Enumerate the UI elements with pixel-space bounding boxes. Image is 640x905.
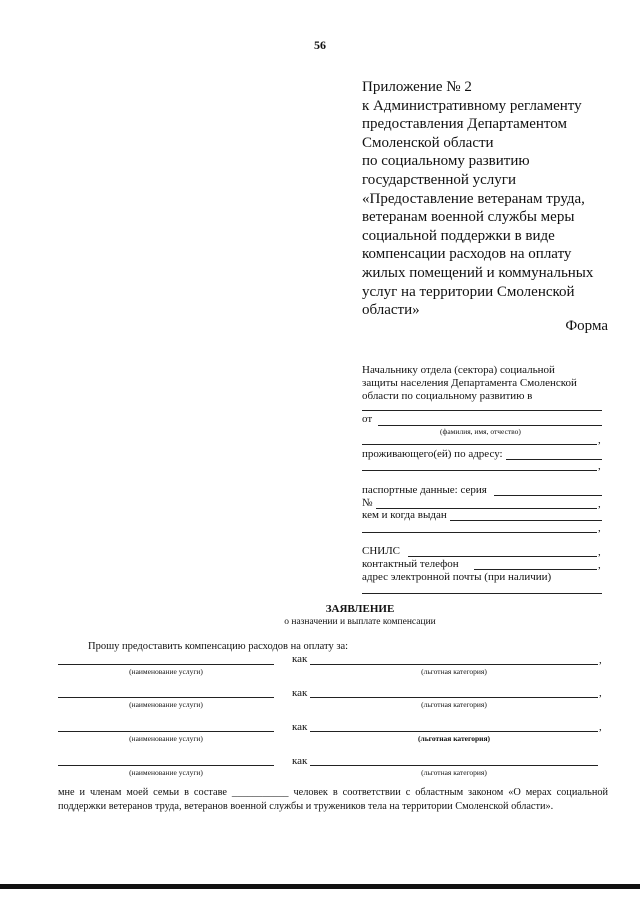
appendix-line: компенсации расходов на оплату	[362, 246, 572, 263]
appendix-line: по социальному развитию	[362, 153, 530, 170]
category-field[interactable]	[310, 731, 598, 732]
comma: ,	[599, 687, 602, 699]
snils-field[interactable]	[408, 556, 597, 557]
appendix-line: ветеранам военной службы меры	[362, 209, 575, 226]
service-caption: (наименование услуги)	[129, 667, 203, 676]
appendix-heading	[362, 78, 593, 320]
comma: ,	[599, 654, 602, 666]
address-field-continued[interactable]	[362, 470, 597, 471]
service-field[interactable]	[58, 664, 274, 665]
email-label: адрес электронной почты (при наличии)	[362, 571, 552, 583]
department-field[interactable]	[362, 410, 602, 411]
category-field[interactable]	[310, 664, 598, 665]
bottom-rule	[0, 884, 640, 889]
appendix-line: государственной услуги	[362, 171, 516, 188]
category-field[interactable]	[310, 697, 598, 698]
appendix-line: области»	[362, 302, 420, 319]
phone-label: контактный телефон	[362, 558, 459, 570]
fio-caption: (фамилия, имя, отчество)	[440, 427, 521, 436]
form-label: Форма	[565, 318, 608, 334]
issued-field[interactable]	[450, 520, 602, 521]
passport-series-field[interactable]	[494, 495, 602, 496]
address-field[interactable]	[506, 459, 602, 460]
passport-label: паспортные данные: серия	[362, 484, 487, 496]
service-caption: (наименование услуги)	[129, 768, 203, 777]
from-label: от	[362, 413, 373, 425]
body-text: мне и членам моей семьи в составе ___________ человек в соответствии с областным законом «О мерах социальной поддержки ветеранов труда, ветеранов военной службы и тружеников тела на территории Смоленской области».	[58, 787, 608, 812]
category-caption: (льготная категория)	[421, 768, 487, 777]
passport-number-label: №	[362, 497, 373, 509]
comma: ,	[598, 498, 601, 510]
comma: ,	[599, 721, 602, 733]
addressee-line: Начальнику отдела (сектора) социальной	[362, 364, 555, 376]
as-label: как	[292, 721, 308, 733]
as-label: как	[292, 687, 308, 699]
comma: ,	[598, 559, 601, 571]
comma: ,	[598, 460, 601, 472]
snils-label: СНИЛС	[362, 545, 401, 557]
phone-field[interactable]	[474, 569, 597, 570]
as-label: как	[292, 653, 308, 665]
appendix-line: социальной поддержки в виде	[362, 227, 555, 244]
as-label: как	[292, 755, 308, 767]
category-caption: (льготная категория)	[421, 700, 487, 709]
service-field[interactable]	[58, 731, 274, 732]
appendix-line: жилых помещений и коммунальных	[362, 264, 594, 281]
residence-label: проживающего(ей) по адресу:	[362, 448, 503, 460]
email-field[interactable]	[362, 593, 602, 594]
request-text: Прошу предоставить компенсацию расходов на оплату за:	[88, 641, 349, 652]
page-number: 56	[314, 38, 326, 52]
category-caption: (льготная категория)	[421, 667, 487, 676]
appendix-line: услуг на территории Смоленской	[362, 283, 575, 300]
comma: ,	[598, 522, 601, 534]
issued-field-continued[interactable]	[362, 532, 597, 533]
comma: ,	[598, 546, 601, 558]
appendix-line: Смоленской области	[362, 134, 494, 151]
fio-field-continued[interactable]	[362, 444, 597, 445]
category-field[interactable]	[310, 765, 598, 766]
service-field[interactable]	[58, 765, 274, 766]
service-field[interactable]	[58, 697, 274, 698]
category-caption: (льготная категория)	[417, 734, 491, 743]
appendix-line: предоставления Департаментом	[362, 116, 567, 133]
appendix-line: к Административному регламенту	[362, 97, 582, 114]
document-subtitle: о назначении и выплате компенсации	[284, 617, 436, 627]
appendix-line: «Предоставление ветеранам труда,	[362, 190, 585, 207]
service-caption: (наименование услуги)	[129, 700, 203, 709]
document-title: ЗАЯВЛЕНИЕ	[325, 603, 395, 615]
appendix-line: Приложение № 2	[362, 79, 472, 95]
addressee-line: области по социальному развитию в	[362, 390, 533, 402]
addressee-line: защиты населения Департамента Смоленской	[362, 377, 577, 389]
service-caption: (наименование услуги)	[129, 734, 203, 743]
fio-field[interactable]	[378, 425, 602, 426]
issued-label: кем и когда выдан	[362, 509, 447, 521]
comma: ,	[598, 434, 601, 446]
